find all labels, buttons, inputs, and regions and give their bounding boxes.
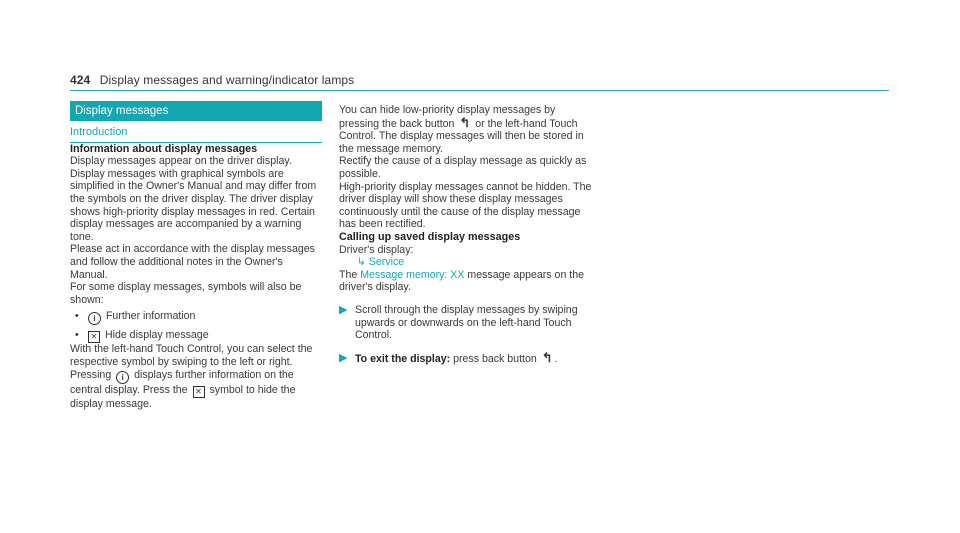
text: symbol to hide the display message.: [70, 383, 296, 410]
subsection-title: Introduction: [70, 126, 322, 143]
close-box-icon: ✕: [88, 331, 100, 343]
right-column: [339, 104, 595, 365]
submenu-arrow-icon: ↳: [357, 256, 366, 269]
menu-item-service: Service: [368, 256, 405, 269]
text: The: [339, 268, 358, 281]
left-column: [70, 101, 322, 410]
menu-path: [339, 256, 595, 269]
step-text: Scroll through the display messages by swiping upwards or downwards on the left-hand Touch Control.: [355, 303, 578, 342]
back-arrow-icon: ↰: [541, 349, 553, 365]
page-header: [70, 73, 354, 87]
page-number: 424: [70, 73, 91, 87]
list-item: [70, 329, 322, 343]
step-arrow-icon: ▶: [339, 351, 348, 364]
close-box-icon: ✕: [193, 386, 205, 398]
message-memory-label: Message memory: XX: [360, 268, 465, 281]
paragraph: Rectify the cause of a display message as quickly as possible.: [339, 155, 587, 180]
text: displays further information on the central display. Press the: [70, 368, 294, 396]
paragraph: Driver's display:: [339, 243, 414, 256]
section-title: Display messages: [70, 101, 322, 121]
text: With the left-hand Touch Control, you can select the respective symbol by swiping to the left or right. Pressing: [70, 343, 313, 381]
info-circle-icon: i: [116, 371, 129, 384]
list-item: [70, 310, 322, 325]
info-circle-icon: i: [88, 312, 101, 325]
paragraph: Display messages appear on the driver display.: [70, 155, 292, 168]
bullet-icon: •: [75, 329, 79, 342]
paragraph: Please act in accordance with the display messages and follow the additional notes in the Owner's Manual.: [70, 243, 315, 281]
paragraph: High-priority display messages cannot be hidden. The driver display will show these display messages continuously until the cause of the display message has been rectified.: [339, 180, 592, 231]
step-item: ▶ To exit the display: press back button ↰ .: [339, 349, 558, 365]
paragraph: Display messages with graphical symbols are simplified in the Owner's Manual and may differ from the symbols on the driver display. The driver display shows high-priority display messages in red. Certain display messages are accompanied by a warning tone.: [70, 167, 317, 243]
paragraph: [339, 104, 595, 155]
heading-information: Information about display messages: [70, 142, 258, 155]
page-header-title: Display messages and warning/indicator lamps: [99, 73, 355, 87]
step-bold: To exit the display:: [355, 352, 451, 365]
bullet-text: Further information: [105, 310, 196, 323]
text: or the left-hand Touch Control. The display messages will then be stored in the message memory.: [339, 117, 584, 155]
bullet-text: Hide display message: [104, 329, 209, 342]
text: You can hide low-priority display messages by pressing the back button: [339, 104, 556, 130]
step-arrow-icon: ▶: [339, 303, 348, 316]
paragraph: [70, 343, 322, 410]
text: message appears on the driver's display.: [339, 268, 584, 294]
bullet-icon: •: [75, 310, 79, 323]
paragraph: For some display messages, symbols will also be shown:: [70, 281, 302, 306]
step-item: [339, 304, 595, 342]
back-arrow-icon: ↰: [459, 114, 471, 130]
heading-calling-up: Calling up saved display messages: [339, 230, 521, 243]
header-rule: [70, 90, 889, 91]
step-text: press back button: [453, 352, 537, 365]
paragraph: [339, 269, 595, 294]
